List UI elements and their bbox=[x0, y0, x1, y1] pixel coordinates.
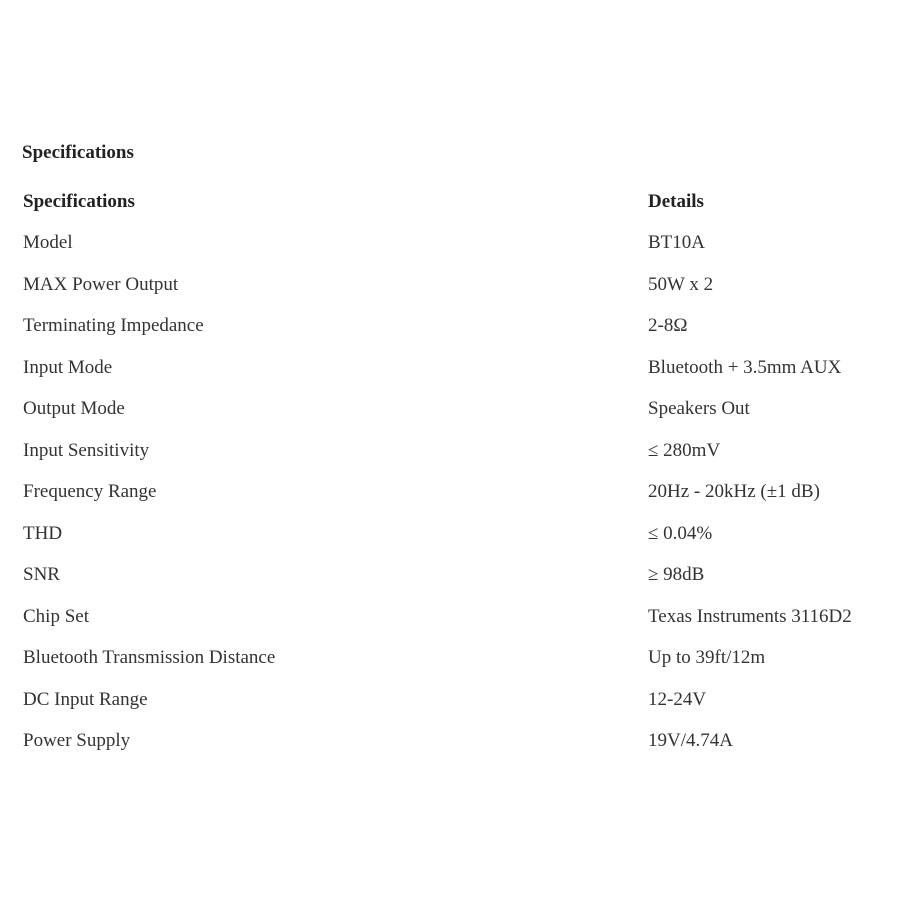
table-row bbox=[23, 721, 893, 763]
table-row bbox=[23, 430, 893, 472]
spec-name: Bluetooth Transmission Distance bbox=[23, 647, 276, 669]
table-row bbox=[23, 638, 893, 680]
table-row bbox=[23, 555, 893, 597]
spec-value: ≤ 0.04% bbox=[648, 522, 713, 544]
table-row bbox=[23, 472, 893, 514]
table-row bbox=[23, 347, 893, 389]
table-row bbox=[23, 679, 893, 721]
table-row bbox=[23, 596, 893, 638]
table-row bbox=[23, 264, 893, 306]
spec-name: MAX Power Output bbox=[23, 273, 179, 295]
spec-name: Frequency Range bbox=[23, 481, 157, 503]
spec-value: 19V/4.74A bbox=[648, 730, 733, 752]
spec-name: Model bbox=[23, 232, 73, 254]
spec-name: SNR bbox=[23, 564, 60, 586]
table-row bbox=[23, 223, 893, 265]
column-header-details: Details bbox=[648, 190, 704, 212]
spec-value: 50W x 2 bbox=[648, 273, 714, 295]
spec-value: 20Hz - 20kHz (±1 dB) bbox=[648, 481, 820, 503]
spec-name: DC Input Range bbox=[23, 688, 148, 710]
spec-name: Input Sensitivity bbox=[23, 439, 150, 461]
table-row bbox=[23, 513, 893, 555]
spec-value: ≤ 280mV bbox=[648, 439, 721, 461]
spec-name: Chip Set bbox=[23, 605, 89, 627]
spec-value: Bluetooth + 3.5mm AUX bbox=[648, 356, 842, 378]
spec-value: ≥ 98dB bbox=[648, 564, 705, 586]
spec-value: 12-24V bbox=[648, 688, 707, 710]
spec-name: Output Mode bbox=[23, 398, 125, 420]
spec-value: Texas Instruments 3116D2 bbox=[648, 605, 852, 627]
specifications-table bbox=[23, 181, 893, 762]
spec-value: 2-8Ω bbox=[648, 315, 688, 337]
spec-name: Power Supply bbox=[23, 730, 131, 752]
table-row bbox=[23, 389, 893, 431]
spec-value: BT10A bbox=[648, 232, 705, 254]
column-header-specifications: Specifications bbox=[23, 190, 135, 212]
spec-value: Speakers Out bbox=[648, 398, 750, 420]
spec-name: Input Mode bbox=[23, 356, 113, 378]
section-title: Specifications bbox=[22, 142, 134, 163]
table-header-row bbox=[23, 181, 893, 223]
spec-name: Terminating Impedance bbox=[23, 315, 204, 337]
spec-name: THD bbox=[23, 522, 63, 544]
table-row bbox=[23, 306, 893, 348]
spec-value: Up to 39ft/12m bbox=[648, 647, 766, 669]
